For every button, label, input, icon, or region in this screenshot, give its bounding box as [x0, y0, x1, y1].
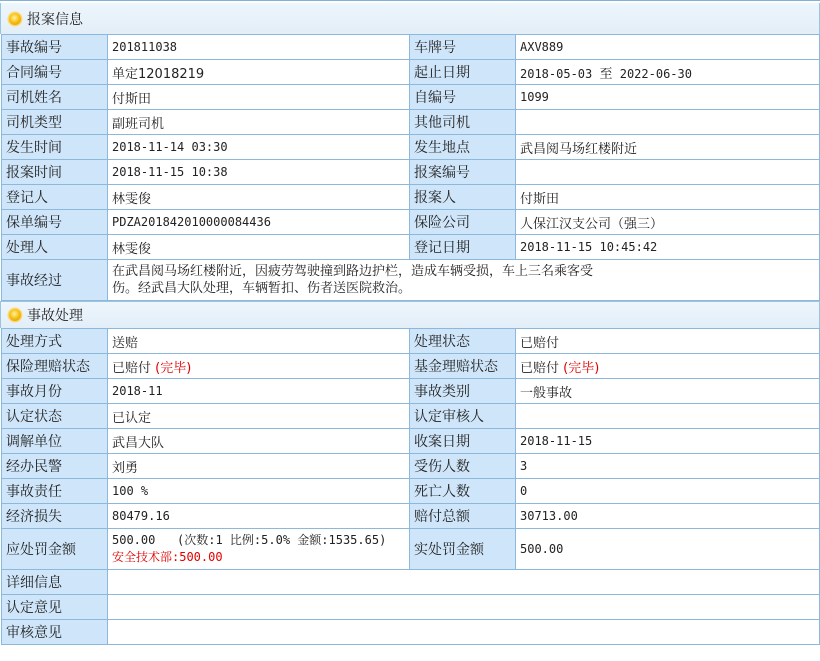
field-label: 处理方式 [2, 329, 108, 354]
table-row [2, 620, 820, 645]
section-title: 事故处理 [27, 308, 83, 324]
field-label: 自编号 [410, 85, 516, 110]
field-label: 事故责任 [2, 479, 108, 504]
reg-date-value: 2018-11-15 10:45:42 [516, 235, 820, 260]
field-label: 司机类型 [2, 110, 108, 135]
field-label: 认定审核人 [410, 404, 516, 429]
field-label: 死亡人数 [410, 479, 516, 504]
field-label: 处理状态 [410, 329, 516, 354]
table-row [2, 85, 820, 110]
section-header-handling [0, 301, 820, 328]
registrar-value: 林雯俊 [108, 185, 410, 210]
police-value: 刘勇 [108, 454, 410, 479]
fund-claim-value [516, 354, 820, 379]
table-row [2, 60, 820, 85]
table-row [2, 110, 820, 135]
report-time-value: 2018-11-15 10:38 [108, 160, 410, 185]
period-end: 2022-06-30 [619, 66, 692, 81]
occur-place-value: 武昌阅马场红楼附近 [516, 135, 820, 160]
field-label: 司机姓名 [2, 85, 108, 110]
deaths-value: 0 [516, 479, 820, 504]
contract-value: 单定12018219 [108, 60, 410, 85]
field-label: 受伤人数 [410, 454, 516, 479]
occur-time-value: 2018-11-14 03:30 [108, 135, 410, 160]
field-label: 处理人 [2, 235, 108, 260]
table-row [2, 135, 820, 160]
field-label: 实处罚金额 [410, 529, 516, 570]
category-value: 一般事故 [516, 379, 820, 404]
report-no-value [516, 160, 820, 185]
injured-value: 3 [516, 454, 820, 479]
field-label: 应处罚金额 [2, 529, 108, 570]
sun-icon [9, 13, 21, 25]
section-header-report [0, 3, 820, 34]
fine-due-amount: 500.00 (次数:1 比例:5.0% 金额:1535.65) [112, 533, 387, 547]
process-value [108, 260, 820, 301]
process-line: 在武昌阅马场红楼附近，因疲劳驾驶撞到路边护栏，造成车辆受损，车上三名乘客受 [112, 264, 594, 279]
field-label: 事故月份 [2, 379, 108, 404]
field-label: 车牌号 [410, 35, 516, 60]
fine-actual-value: 500.00 [516, 529, 820, 570]
field-label: 保险公司 [410, 210, 516, 235]
period-value [516, 60, 820, 85]
confirm-value: 已认定 [108, 404, 410, 429]
policy-no-value: PDZA201842010000084436 [108, 210, 410, 235]
field-label: 发生地点 [410, 135, 516, 160]
table-row [2, 185, 820, 210]
ins-claim-value [108, 354, 410, 379]
method-value: 送赔 [108, 329, 410, 354]
table-row [2, 235, 820, 260]
field-label: 报案时间 [2, 160, 108, 185]
status-value: 已赔付 [516, 329, 820, 354]
table-row [2, 454, 820, 479]
field-label: 登记日期 [410, 235, 516, 260]
fund-claim-status: 已赔付 [520, 360, 560, 376]
field-label: 审核意见 [2, 620, 108, 645]
table-row [2, 160, 820, 185]
field-label: 调解单位 [2, 429, 108, 454]
field-label: 保单编号 [2, 210, 108, 235]
table-row [2, 35, 820, 60]
month-value: 2018-11 [108, 379, 410, 404]
field-label: 事故编号 [2, 35, 108, 60]
review-value [108, 620, 820, 645]
period-sep: 至 [599, 66, 613, 82]
report-table [1, 34, 820, 301]
field-label: 认定状态 [2, 404, 108, 429]
accident-no-value: 201811038 [108, 35, 410, 60]
process-line: 伤。经武昌大队处理，车辆暂扣、伤者送医院救治。 [112, 281, 412, 296]
table-row [2, 479, 820, 504]
field-label: 其他司机 [410, 110, 516, 135]
field-label: 合同编号 [2, 60, 108, 85]
field-label: 登记人 [2, 185, 108, 210]
table-row [2, 404, 820, 429]
sun-icon [9, 309, 21, 321]
table-row [2, 529, 820, 570]
reporter-value: 付斯田 [516, 185, 820, 210]
period-start: 2018-05-03 [520, 66, 593, 81]
table-row [2, 595, 820, 620]
loss-value: 80479.16 [108, 504, 410, 529]
field-label: 赔付总额 [410, 504, 516, 529]
fine-due-dept: 安全技术部:500.00 [112, 550, 223, 564]
fund-claim-flag: (完毕) [563, 360, 600, 376]
field-label: 基金理赔状态 [410, 354, 516, 379]
field-label: 详细信息 [2, 570, 108, 595]
detail-value [108, 570, 820, 595]
driver-type-value: 副班司机 [108, 110, 410, 135]
field-label: 发生时间 [2, 135, 108, 160]
table-row [2, 429, 820, 454]
insurer-value: 人保江汉支公司（强三） [516, 210, 820, 235]
field-label: 报案编号 [410, 160, 516, 185]
other-driver-value [516, 110, 820, 135]
section-title: 报案信息 [27, 11, 83, 28]
plate-value: AXV889 [516, 35, 820, 60]
table-row [2, 354, 820, 379]
mediator-value: 武昌大队 [108, 429, 410, 454]
field-label: 报案人 [410, 185, 516, 210]
opinion-value [108, 595, 820, 620]
ins-claim-status: 已赔付 [112, 360, 152, 376]
field-label: 事故类别 [410, 379, 516, 404]
field-label: 经济损失 [2, 504, 108, 529]
table-row [2, 329, 820, 354]
fine-due-value [108, 529, 410, 570]
liability-value: 100 % [108, 479, 410, 504]
field-label: 保险理赔状态 [2, 354, 108, 379]
table-row [2, 210, 820, 235]
field-label: 认定意见 [2, 595, 108, 620]
ins-claim-flag: (完毕) [155, 360, 192, 376]
driver-value: 付斯田 [108, 85, 410, 110]
table-row [2, 260, 820, 301]
self-no-value: 1099 [516, 85, 820, 110]
table-row [2, 570, 820, 595]
field-label: 收案日期 [410, 429, 516, 454]
total-paid-value: 30713.00 [516, 504, 820, 529]
handling-table [1, 328, 820, 645]
table-row [2, 504, 820, 529]
receipt-date-value: 2018-11-15 [516, 429, 820, 454]
confirm-reviewer-value [516, 404, 820, 429]
field-label: 经办民警 [2, 454, 108, 479]
field-label: 起止日期 [410, 60, 516, 85]
handler-value: 林雯俊 [108, 235, 410, 260]
table-row [2, 379, 820, 404]
field-label: 事故经过 [2, 260, 108, 301]
